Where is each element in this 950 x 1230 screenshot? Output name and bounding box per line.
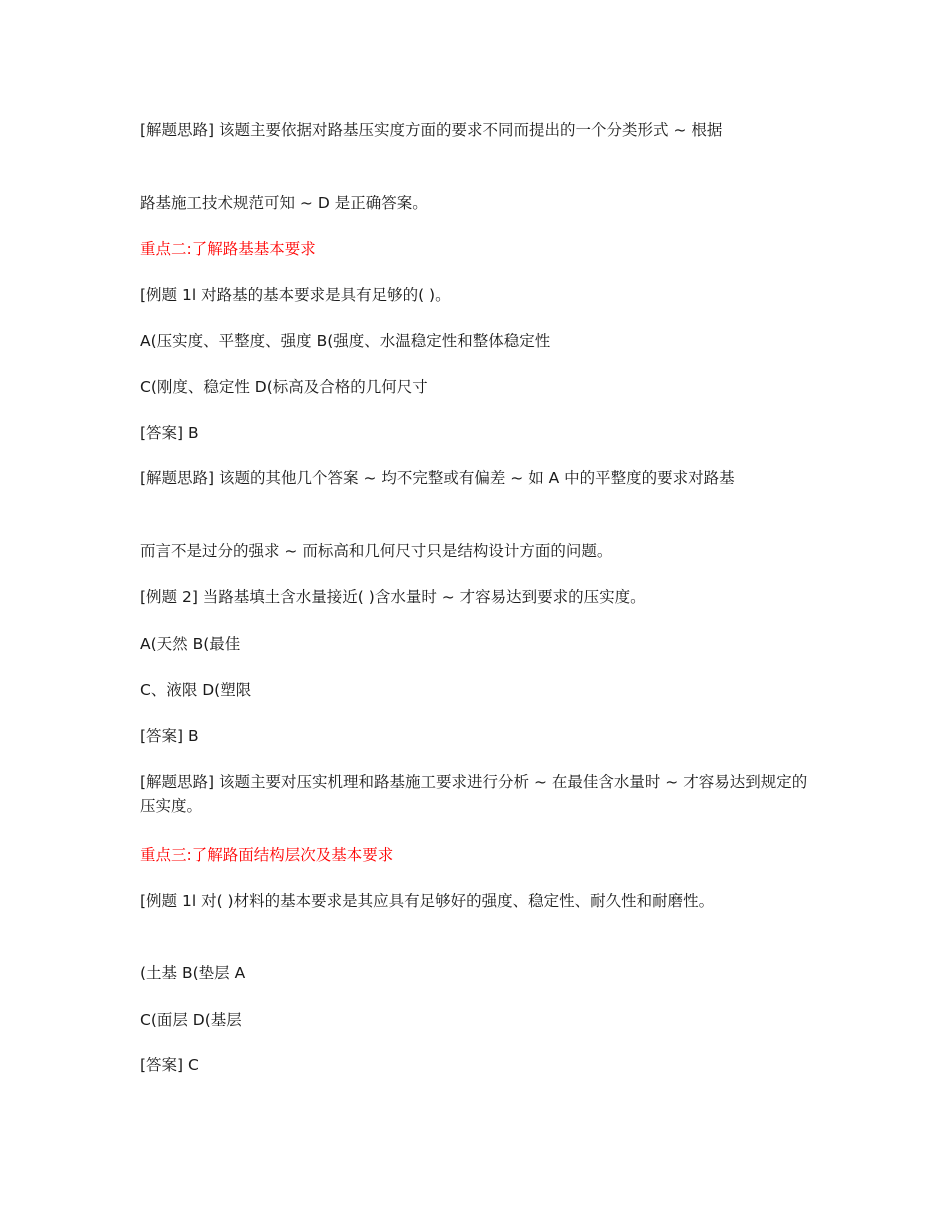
text-line: 路基施工技术规范可知 ~ D 是正确答案。 [140,194,428,212]
option-line: A(压实度、平整度、强度 B(强度、水温稳定性和整体稳定性 [140,332,551,350]
question-line: [例题 1l 对( )材料的基本要求是其应具有足够好的强度、稳定性、耐久性和耐磨性。 [140,892,715,910]
question-line: [例题 2] 当路基填土含水量接近( )含水量时 ~ 才容易达到要求的压实度。 [140,588,646,606]
option-line: C(刚度、稳定性 D(标高及合格的几何尺寸 [140,378,428,396]
explanation-paragraph: [解题思路] 该题的其他几个答案 ~ 均不完整或有偏差 ~ 如 A 中的平整度的要求对路基 [140,469,735,487]
option-line: C、液限 D(塑限 [140,681,252,699]
option-line: (土基 B(垫层 A [140,964,246,982]
section-heading: 重点三:了解路面结构层次及基本要求 [140,846,394,864]
question-line: [例题 1l 对路基的基本要求是具有足够的( )。 [140,286,451,304]
option-line: A(天然 B(最佳 [140,635,241,653]
explanation-paragraph: [解题思路] 该题主要对压实机理和路基施工要求进行分析 ~ 在最佳含水量时 ~ 才容易达到规定的压实度。 [140,773,808,815]
text-line: 而言不是过分的强求 ~ 而标高和几何尺寸只是结构设计方面的问题。 [140,542,613,560]
answer-line: [答案] B [140,727,199,745]
explanation-paragraph: [解题思路] 该题主要依据对路基压实度方面的要求不同而提出的一个分类形式 ~ 根据 [140,121,723,139]
answer-line: [答案] C [140,1056,199,1074]
section-heading: 重点二:了解路基基本要求 [140,240,316,258]
option-line: C(面层 D(基层 [140,1011,242,1029]
answer-line: [答案] B [140,424,199,442]
